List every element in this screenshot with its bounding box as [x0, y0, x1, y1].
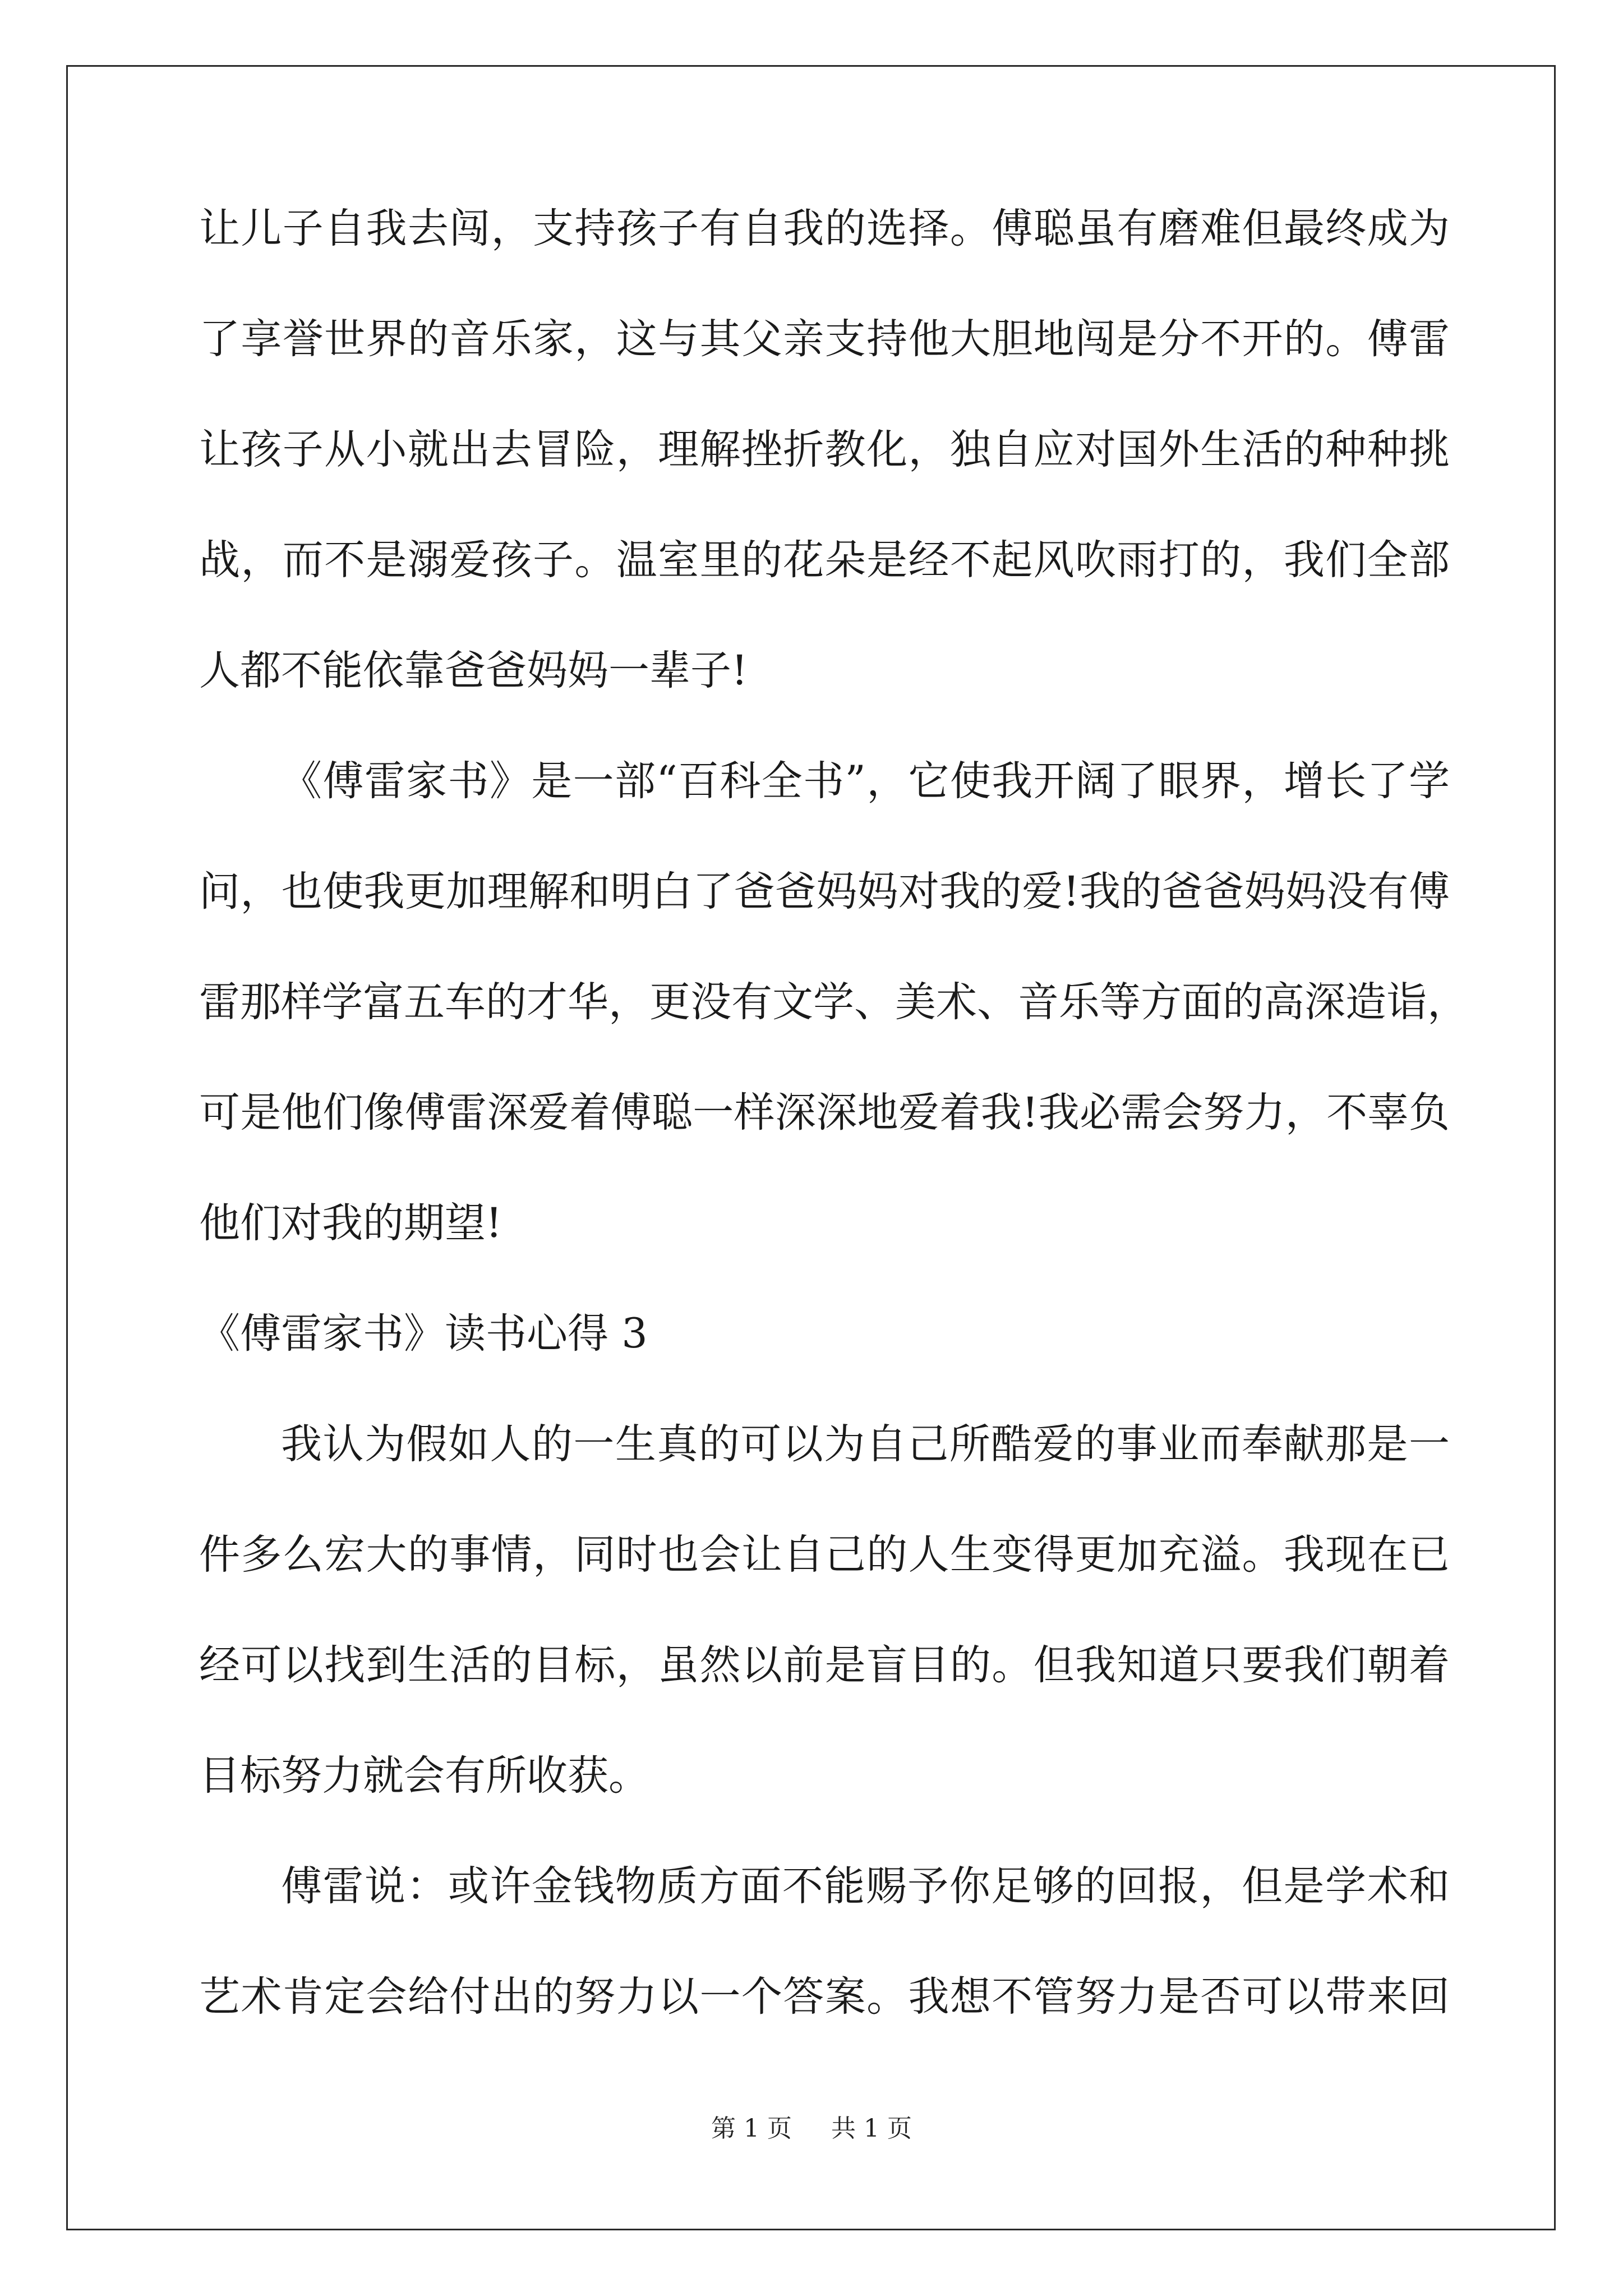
text-line: 目标努力就会有所收获。 — [199, 1752, 649, 1800]
text-line: 雷那样学富五车的才华，更没有文学、美术、音乐等方面的高深造诣， — [199, 978, 1468, 1026]
text-line: 了享誉世界的音乐家，这与其父亲支持他大胆地闯是分不开的。傅雷 — [199, 315, 1450, 363]
paragraph — [199, 202, 1450, 754]
text-line: 件多么宏大的事情，同时也会让自己的人生变得更加充溢。我现在已 — [199, 1531, 1450, 1579]
text-line: 让孩子从小就出去冒险，理解挫折教化，独自应对国外生活的种种挑 — [199, 426, 1450, 473]
text-line: 傅雷说：或许金钱物质方面不能赐予你足够的回报，但是学术和 — [281, 1862, 1450, 1910]
document-body — [199, 202, 1468, 2081]
paragraph — [199, 1418, 1450, 1860]
text-line: 《傅雷家书》是一部“百科全书”，它使我开阔了眼界，增长了学 — [281, 757, 1450, 805]
text-line: 问，也使我更加理解和明白了爸爸妈妈对我的爱!我的爸爸妈妈没有傅 — [199, 868, 1450, 915]
page-total: 共 1 页 — [831, 2114, 912, 2143]
text-line: 人都不能依靠爸爸妈妈一辈子! — [199, 647, 748, 694]
text-line: 可是他们像傅雷深爱着傅聪一样深深地爱着我!我必需会努力，不辜负 — [199, 1089, 1450, 1137]
paragraph — [199, 1860, 1450, 2081]
paragraph — [199, 754, 1468, 1307]
text-line: 让儿子自我去闯，支持孩子有自我的选择。傅聪虽有磨难但最终成为 — [199, 205, 1450, 252]
text-line: 经可以找到生活的目标，虽然以前是盲目的。但我知道只要我们朝着 — [199, 1641, 1450, 1689]
page-footer — [0, 2108, 1623, 2144]
section-heading: 《傅雷家书》读书心得 3 — [199, 1310, 648, 1358]
text-line: 艺术肯定会给付出的努力以一个答案。我想不管努力是否可以带来回 — [199, 1973, 1450, 2021]
text-line: 战，而不是溺爱孩子。温室里的花朵是经不起风吹雨打的，我们全部 — [199, 536, 1450, 584]
page-number: 第 1 页 — [711, 2114, 792, 2143]
text-line: 他们对我的期望! — [199, 1199, 502, 1247]
text-line: 我认为假如人的一生真的可以为自己所酷爱的事业而奉献那是一 — [281, 1420, 1450, 1468]
